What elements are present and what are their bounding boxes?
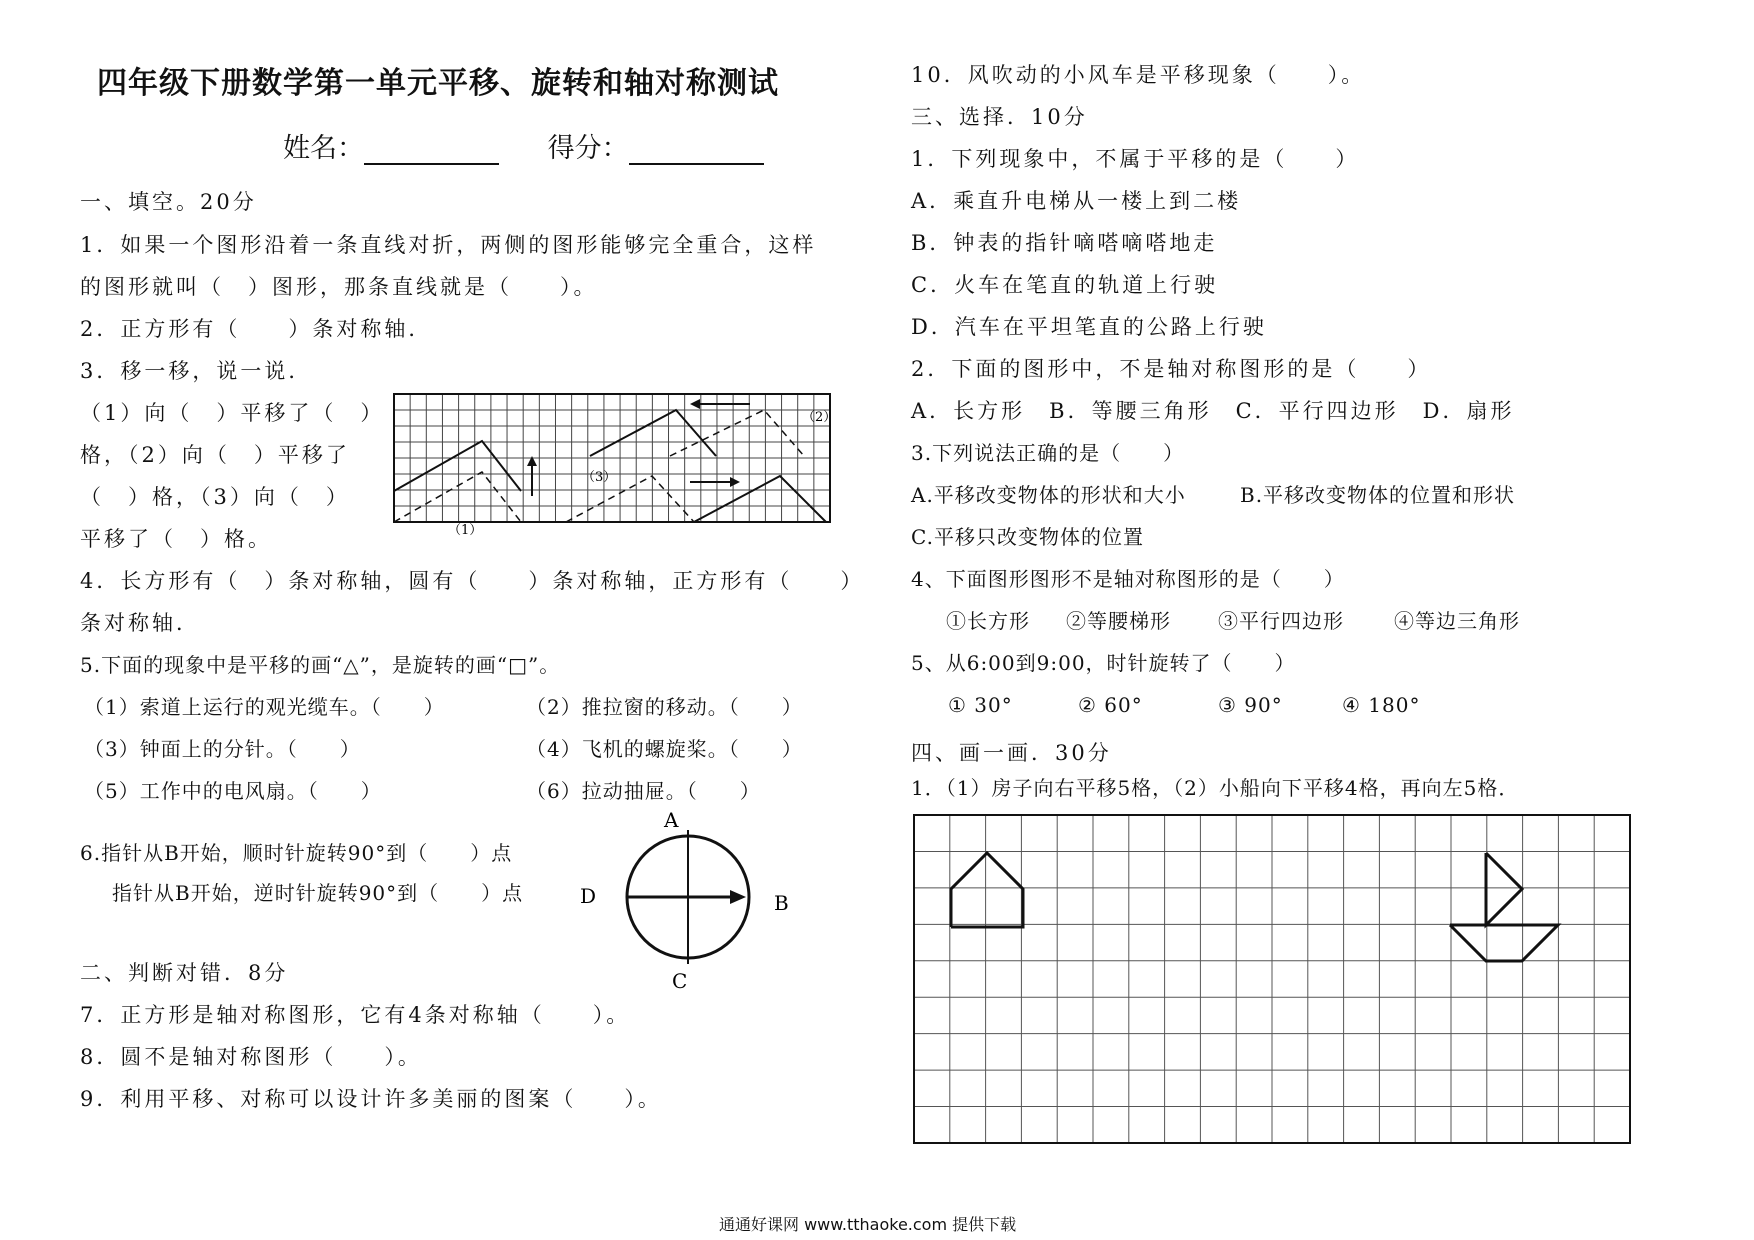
clock-pointer-head: [730, 890, 746, 904]
page-title: 四年级下册数学第一单元平移、旋转和轴对称测试: [97, 66, 779, 101]
name-score-line: [283, 126, 804, 165]
section1-heading: 一、填空。20分: [80, 190, 257, 214]
q5-item-6: （6）拉动抽屉。（ ）: [526, 779, 761, 803]
s3-q3-opt-c: C.平移只改变物体的位置: [911, 525, 1144, 549]
s3-q1-opt-b: B．钟表的指针嘀嗒嘀嗒地走: [911, 231, 1218, 255]
q5-item-3: （3）钟面上的分针。（ ）: [84, 737, 361, 761]
figure-label-3: （3）: [582, 470, 617, 485]
translation-grid-figure: [394, 394, 837, 538]
q8-text: 8．圆不是轴对称图形（ ）。: [80, 1045, 422, 1069]
footer-text: 通通好课网 www.tthaoke.com 提供下载: [719, 1215, 1017, 1234]
figure-grid-lines: [394, 394, 830, 522]
q3-line4: 平移了（ ）格。: [80, 527, 272, 551]
arrow-left-head: [690, 399, 700, 409]
q1-line2: 的图形就叫（ ）图形，那条直线就是（ ）。: [80, 275, 598, 299]
drawing-grid-lines: [914, 815, 1630, 1143]
s3-q4-opt-4: ④等边三角形: [1394, 609, 1520, 633]
q5-item-4: （4）飞机的螺旋桨。（ ）: [526, 737, 803, 761]
q6-line1: 6.指针从B开始，顺时针旋转90°到（ ）点: [80, 841, 513, 865]
q9-text: 9．利用平移、对称可以设计许多美丽的图案（ ）。: [80, 1087, 662, 1111]
s3-q4-opt-2: ②等腰梯形: [1066, 609, 1171, 633]
q3-line3: （ ）格，（3）向（ ）: [80, 485, 350, 509]
name-blank[interactable]: [364, 137, 499, 165]
q5-item-5: （5）工作中的电风扇。（ ）: [84, 779, 382, 803]
shape-2-dashed: [670, 410, 804, 456]
s3-q5-opt-4: ④ 180°: [1342, 693, 1421, 717]
s3-q5-opt-3: ③ 90°: [1218, 693, 1283, 717]
q2-text: 2．正方形有（ ）条对称轴．: [80, 317, 433, 341]
section3-heading: 三、选择．10分: [911, 105, 1088, 129]
q5-text: 5.下面的现象中是平移的画“△”，是旋转的画“□”。: [80, 653, 561, 677]
s3-q5-text: 5、从6:00到9:00，时针旋转了（ ）: [911, 651, 1296, 675]
score-blank[interactable]: [629, 137, 764, 165]
q4-line1: 4．长方形有（ ）条对称轴，圆有（ ）条对称轴，正方形有（ ）: [80, 569, 865, 593]
clock-figure: [580, 808, 800, 993]
s3-q3-opt-a: A.平移改变物体的形状和大小: [911, 483, 1186, 507]
q5-item-1: （1）索道上运行的观光缆车。（ ）: [84, 695, 445, 719]
s3-q3-text: 3.下列说法正确的是（ ）: [911, 441, 1185, 465]
s3-q1-text: 1．下列现象中，不属于平移的是（ ）: [911, 147, 1360, 171]
s3-q2-options: A．长方形 B．等腰三角形 C．平行四边形 D．扇形: [911, 399, 1515, 423]
q4-line2: 条对称轴．: [80, 611, 200, 635]
s3-q5-opt-1: ① 30°: [948, 693, 1013, 717]
s3-q1-opt-c: C．火车在笔直的轨道上行驶: [911, 273, 1219, 297]
q1-line1: 1．如果一个图形沿着一条直线对折，两侧的图形能够完全重合，这样: [80, 233, 817, 257]
name-label: 姓名：: [283, 133, 364, 164]
q3-line1: （1）向（ ）平移了（ ）: [80, 401, 385, 425]
q7-text: 7．正方形是轴对称图形，它有4条对称轴（ ）。: [80, 1003, 631, 1027]
s3-q2-text: 2．下面的图形中，不是轴对称图形的是（ ）: [911, 357, 1432, 381]
s3-q1-opt-d: D．汽车在平坦笔直的公路上行驶: [911, 315, 1267, 339]
clock-label-c: C: [672, 969, 688, 993]
s3-q1-opt-a: A．乘直升电梯从一楼上到二楼: [911, 189, 1242, 213]
drawing-grid[interactable]: [914, 815, 1630, 1143]
s3-q4-opt-3: ③平行四边形: [1218, 609, 1344, 633]
q5-item-2: （2）推拉窗的移动。（ ）: [526, 695, 803, 719]
q3-text: 3．移一移，说一说．: [80, 359, 313, 383]
s3-q5-opt-2: ② 60°: [1078, 693, 1143, 717]
q10-text: 10．风吹动的小风车是平移现象（ ）。: [911, 63, 1366, 87]
clock-label-d: D: [580, 884, 597, 908]
s4-q1-text: 1．（1）房子向右平移5格，（2）小船向下平移4格，再向左5格．: [911, 776, 1520, 800]
clock-label-a: A: [664, 808, 679, 832]
figure-label-2: （2）: [802, 410, 837, 425]
s3-q4-text: 4、下面图形图形不是轴对称图形的是（ ）: [911, 567, 1345, 591]
q6-line2: 指针从B开始，逆时针旋转90°到（ ）点: [112, 881, 524, 905]
boat-sail: [1486, 853, 1522, 925]
shape-2-solid: [590, 410, 716, 456]
section4-heading: 四、画一画．30分: [911, 741, 1112, 765]
section2-heading: 二、判断对错．8分: [80, 961, 289, 985]
s3-q4-opt-1: ①长方形: [946, 609, 1030, 633]
shape-1-solid: [394, 441, 521, 491]
house-shape: [951, 853, 1023, 927]
clock-label-b: B: [774, 891, 789, 915]
q3-line2: 格，（2）向（ ）平移了: [80, 443, 350, 467]
arrow-right-head: [730, 477, 740, 487]
s3-q3-opt-b: B.平移改变物体的位置和形状: [1240, 483, 1516, 507]
score-label: 得分：: [547, 133, 629, 164]
boat-hull: [1450, 925, 1558, 961]
figure-label-1: （1）: [448, 523, 483, 538]
